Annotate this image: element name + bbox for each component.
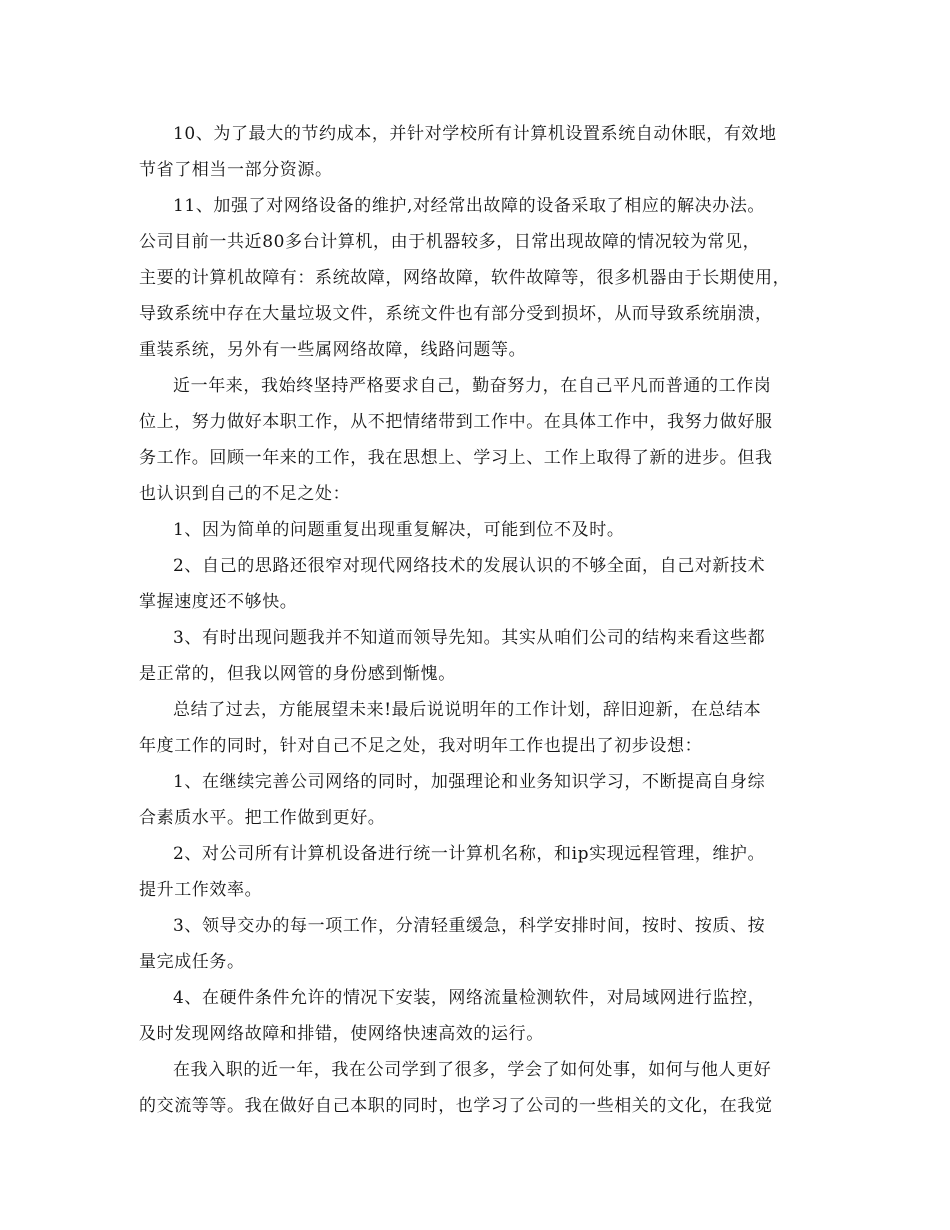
text-line: 重装系统，另外有一些属网络故障，线路问题等。 xyxy=(139,340,527,360)
text-line: 年度工作的同时，针对自己不足之处，我对明年工作也提出了初步设想： xyxy=(139,736,703,756)
text-line: 10、为了最大的节约成本，并针对学校所有计算机设置系统自动休眠，有效地 xyxy=(173,124,777,144)
text-line: 总结了过去，方能展望未来!最后说说明年的工作计划，辞旧迎新，在总结本 xyxy=(173,700,762,720)
text-line: 1、在继续完善公司网络的同时，加强理论和业务知识学习，不断提高自身综 xyxy=(173,772,766,792)
text-line: 务工作。回顾一年来的工作，我在思想上、学习上、工作上取得了新的进步。但我 xyxy=(139,448,773,468)
text-line: 也认识到自己的不足之处： xyxy=(139,484,351,504)
text-line: 提升工作效率。 xyxy=(139,880,263,900)
text-line: 量完成任务。 xyxy=(139,952,245,972)
text-line: 公司目前一共近80多台计算机，由于机器较多，日常出现故障的情况较为常见， xyxy=(139,232,761,252)
text-line: 4、在硬件条件允许的情况下安装，网络流量检测软件，对局域网进行监控， xyxy=(173,988,766,1008)
text-line: 在我入职的近一年，我在公司学到了很多，学会了如何处事，如何与他人更好 xyxy=(173,1060,772,1080)
text-line: 位上，努力做好本职工作，从不把情绪带到工作中。在具体工作中，我努力做好服 xyxy=(139,412,773,432)
text-line: 2、自己的思路还很窄对现代网络技术的发展认识的不够全面，自己对新技术 xyxy=(173,556,766,576)
text-line: 合素质水平。把工作做到更好。 xyxy=(139,808,386,828)
text-line: 主要的计算机故障有：系统故障，网络故障，软件故障等，很多机器由于长期使用， xyxy=(139,268,791,288)
text-line: 近一年来，我始终坚持严格要求自己，勤奋努力，在自己平凡而普通的工作岗 xyxy=(173,376,772,396)
text-line: 1、因为简单的问题重复出现重复解决，可能到位不及时。 xyxy=(173,520,625,540)
text-line: 及时发现网络故障和排错，使网络快速高效的运行。 xyxy=(139,1024,544,1044)
text-line: 是正常的，但我以网管的身份感到惭愧。 xyxy=(139,664,456,684)
text-line: 导致系统中存在大量垃圾文件，系统文件也有部分受到损坏，从而导致系统崩溃， xyxy=(139,304,773,324)
text-line: 2、对公司所有计算机设备进行统一计算机名称，和ip实现远程管理，维护。 xyxy=(173,844,766,864)
text-line: 11、加强了对网络设备的维护,对经常出故障的设备采取了相应的解决办法。 xyxy=(173,196,766,216)
document-body xyxy=(139,116,811,1124)
text-line: 掌握速度还不够快。 xyxy=(139,592,298,612)
text-line: 的交流等等。我在做好自己本职的同时，也学习了公司的一些相关的文化，在我觉 xyxy=(139,1096,773,1116)
text-line: 节省了相当一部分资源。 xyxy=(139,160,333,180)
text-line: 3、领导交办的每一项工作，分清轻重缓急，科学安排时间，按时、按质、按 xyxy=(173,916,766,936)
text-line: 3、有时出现问题我并不知道而领导先知。其实从咱们公司的结构来看这些都 xyxy=(173,628,766,648)
